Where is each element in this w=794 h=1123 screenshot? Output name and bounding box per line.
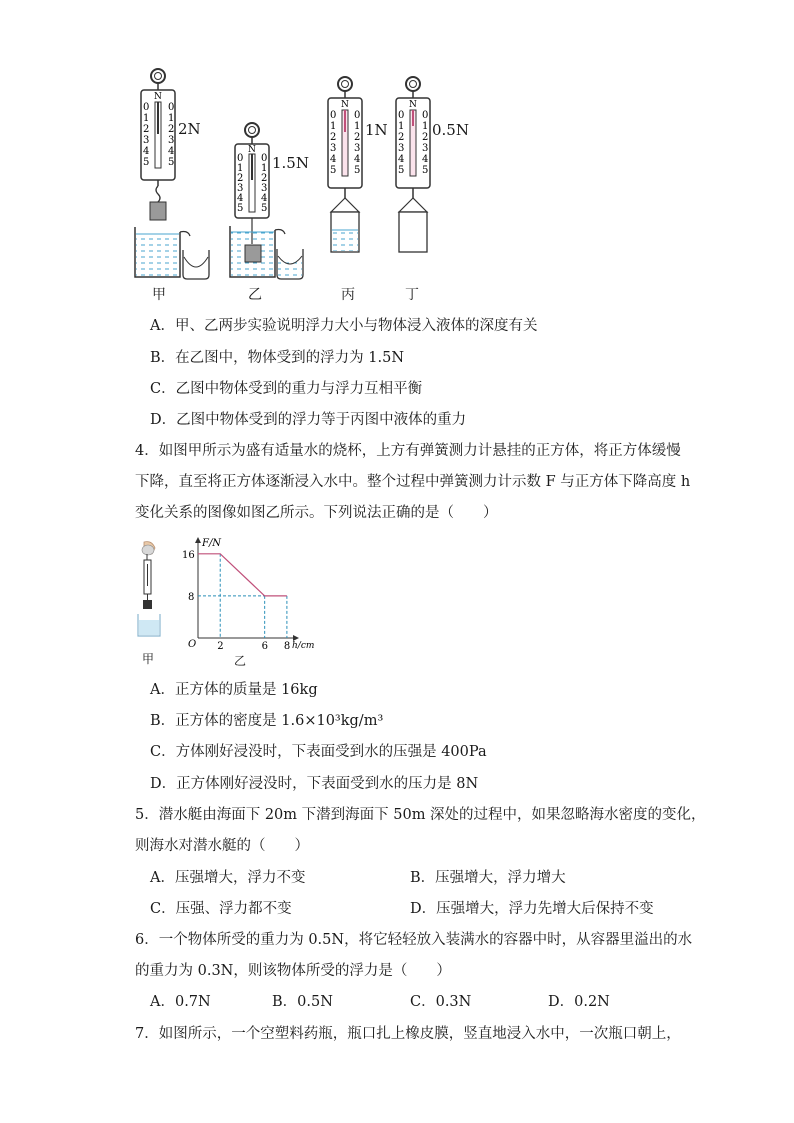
svg-text:3: 3 bbox=[237, 183, 244, 194]
q6-option-d: D．0.2N bbox=[548, 994, 610, 1010]
svg-text:5: 5 bbox=[398, 165, 405, 176]
svg-text:3: 3 bbox=[168, 135, 175, 146]
y-axis-label: F/N bbox=[202, 538, 222, 549]
svg-text:N: N bbox=[409, 100, 417, 110]
svg-text:2: 2 bbox=[354, 132, 361, 143]
q3-option-c: C．乙图中物体受到的重力与浮力互相平衡 bbox=[150, 381, 423, 397]
q4-apparatus-figure bbox=[130, 540, 170, 642]
svg-text:2: 2 bbox=[398, 132, 405, 143]
svg-text:1: 1 bbox=[143, 113, 150, 124]
svg-text:0: 0 bbox=[422, 110, 429, 121]
q4-option-b: B．正方体的密度是 1.6×10³kg/m³ bbox=[150, 713, 384, 729]
svg-text:0: 0 bbox=[143, 102, 150, 113]
q5-stem-line-1: 5．潜水艇由海面下 20m 下潜到海面下 50m 深处的过程中，如果忽略海水密度的变化， bbox=[135, 807, 706, 823]
label-bing: 丙 bbox=[341, 287, 355, 303]
svg-text:1: 1 bbox=[261, 163, 268, 174]
y-tick-label: 16 bbox=[182, 549, 195, 561]
svg-text:0: 0 bbox=[398, 110, 405, 121]
svg-text:4: 4 bbox=[143, 146, 150, 157]
reading-bing: 1N bbox=[365, 121, 388, 139]
q3-option-d: D．乙图中物体受到的浮力等于丙图中液体的重力 bbox=[150, 412, 467, 428]
svg-text:3: 3 bbox=[398, 143, 405, 154]
spring-scale-yi bbox=[230, 123, 303, 279]
svg-text:5: 5 bbox=[168, 157, 175, 168]
q6-option-b: B．0.5N bbox=[272, 994, 333, 1010]
svg-text:5: 5 bbox=[261, 203, 268, 214]
spring-scale-bing bbox=[328, 77, 362, 252]
q6-option-c: C．0.3N bbox=[410, 994, 472, 1010]
svg-text:4: 4 bbox=[330, 154, 337, 165]
svg-text:1: 1 bbox=[354, 121, 361, 132]
svg-text:4: 4 bbox=[168, 146, 175, 157]
svg-text:4: 4 bbox=[422, 154, 429, 165]
svg-text:3: 3 bbox=[422, 143, 429, 154]
svg-text:4: 4 bbox=[354, 154, 361, 165]
q6-option-a: A．0.7N bbox=[150, 994, 211, 1010]
svg-text:4: 4 bbox=[261, 193, 268, 204]
reading-yi: 1.5N bbox=[272, 154, 309, 172]
reading-jia: 2N bbox=[178, 120, 201, 138]
svg-text:3: 3 bbox=[354, 143, 361, 154]
svg-text:5: 5 bbox=[354, 165, 361, 176]
spring-scale-jia bbox=[135, 69, 209, 279]
svg-text:4: 4 bbox=[398, 154, 405, 165]
q4-label-yi: 乙 bbox=[234, 654, 247, 668]
q4-option-d: D．正方体刚好浸没时，下表面受到水的压力是 8N bbox=[150, 776, 479, 792]
svg-text:3: 3 bbox=[143, 135, 150, 146]
svg-text:1: 1 bbox=[422, 121, 429, 132]
q4-stem-line-3: 变化关系的图像如图乙所示。下列说法正确的是（ ） bbox=[135, 505, 498, 521]
q5-option-d: D．压强增大，浮力先增大后保持不变 bbox=[410, 901, 654, 917]
q4-stem-line-2: 下降，直至将正方体逐渐浸入水中。整个过程中弹簧测力计示数 F 与正方体下降高度 h bbox=[135, 474, 691, 490]
svg-text:5: 5 bbox=[143, 157, 150, 168]
svg-text:1: 1 bbox=[168, 113, 175, 124]
svg-text:0: 0 bbox=[354, 110, 361, 121]
svg-text:2: 2 bbox=[143, 124, 150, 135]
x-axis-label: h/cm bbox=[292, 641, 315, 651]
svg-text:N: N bbox=[154, 92, 162, 102]
svg-text:1: 1 bbox=[237, 163, 244, 174]
x-tick-label: 2 bbox=[217, 641, 224, 652]
svg-text:2: 2 bbox=[168, 124, 175, 135]
svg-text:1: 1 bbox=[398, 121, 405, 132]
q3-option-b: B．在乙图中，物体受到的浮力为 1.5N bbox=[150, 350, 405, 366]
label-yi: 乙 bbox=[248, 287, 262, 303]
q5-option-a: A．压强增大，浮力不变 bbox=[150, 870, 306, 886]
svg-text:0: 0 bbox=[261, 153, 268, 164]
svg-text:2: 2 bbox=[422, 132, 429, 143]
q4-graph bbox=[178, 532, 328, 654]
svg-text:5: 5 bbox=[330, 165, 337, 176]
svg-text:0: 0 bbox=[330, 110, 337, 121]
spring-scale-figure bbox=[125, 62, 485, 312]
q5-option-c: C．压强、浮力都不变 bbox=[150, 901, 292, 917]
svg-text:5: 5 bbox=[237, 203, 244, 214]
x-tick-label: 8 bbox=[283, 641, 291, 652]
svg-text:3: 3 bbox=[330, 143, 337, 154]
x-tick-label: 6 bbox=[261, 641, 269, 652]
svg-text:4: 4 bbox=[237, 193, 244, 204]
q4-option-a: A．正方体的质量是 16kg bbox=[150, 682, 318, 698]
q7-stem-line-1: 7．如图所示，一个空塑料药瓶，瓶口扎上橡皮膜，竖直地浸入水中，一次瓶口朝上， bbox=[135, 1026, 681, 1042]
q5-stem-line-2: 则海水对潜水艇的（ ） bbox=[135, 838, 309, 854]
q4-option-c: C．方体刚好浸没时，下表面受到水的压强是 400Pa bbox=[150, 744, 487, 760]
q4-stem-line-1: 4．如图甲所示为盛有适量水的烧杯，上方有弹簧测力计悬挂的正方体，将正方体缓慢 bbox=[135, 443, 681, 459]
svg-text:2: 2 bbox=[261, 173, 268, 184]
origin-label: O bbox=[188, 639, 197, 650]
svg-text:2: 2 bbox=[330, 132, 337, 143]
series-line bbox=[198, 554, 287, 596]
svg-text:N: N bbox=[341, 100, 349, 110]
reading-ding: 0.5N bbox=[432, 121, 469, 139]
label-ding: 丁 bbox=[405, 287, 419, 303]
svg-text:1: 1 bbox=[330, 121, 337, 132]
svg-text:0: 0 bbox=[168, 102, 175, 113]
svg-text:5: 5 bbox=[422, 165, 429, 176]
svg-text:2: 2 bbox=[237, 173, 244, 184]
svg-text:N: N bbox=[248, 145, 256, 155]
q6-stem-line-2: 的重力为 0.3N，则该物体所受的浮力是（ ） bbox=[135, 963, 451, 979]
q5-option-b: B．压强增大，浮力增大 bbox=[410, 870, 566, 886]
y-tick-label: 8 bbox=[188, 591, 195, 603]
q4-label-jia: 甲 bbox=[142, 652, 155, 666]
svg-text:0: 0 bbox=[237, 153, 244, 164]
spring-scale-ding bbox=[396, 77, 430, 252]
q3-option-a: A．甲、乙两步实验说明浮力大小与物体浸入液体的深度有关 bbox=[150, 318, 538, 334]
label-jia: 甲 bbox=[152, 287, 166, 303]
q6-stem-line-1: 6．一个物体所受的重力为 0.5N，将它轻轻放入装满水的容器中时，从容器里溢出的水 bbox=[135, 932, 693, 948]
svg-text:3: 3 bbox=[261, 183, 268, 194]
